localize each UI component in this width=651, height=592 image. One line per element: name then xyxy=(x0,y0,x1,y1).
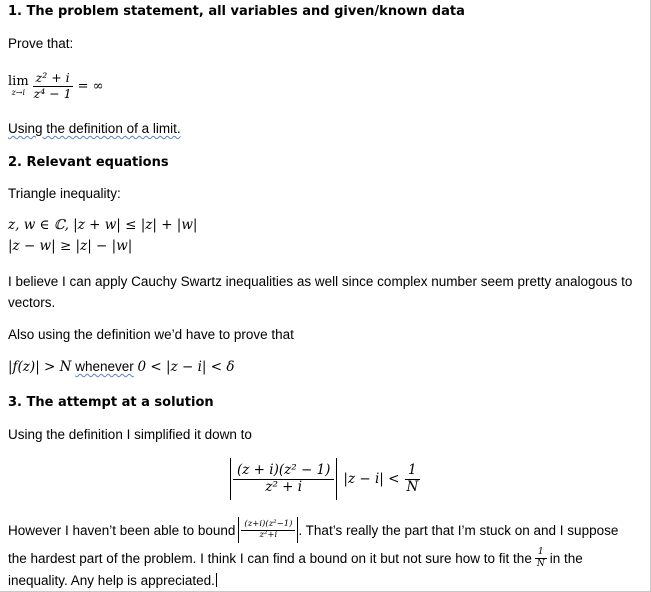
para-c: the hardest part of the problem. I think I can find a bound on it but not sure how to fit the xyxy=(8,550,532,566)
paragraph-line-1 xyxy=(8,515,618,545)
inline-denominator: N xyxy=(536,558,545,569)
section1-intro: Prove that: xyxy=(8,36,74,51)
abs-bars xyxy=(230,458,337,500)
main-denominator: z² + i xyxy=(265,478,303,495)
inline-fraction xyxy=(534,547,548,569)
main-fraction xyxy=(233,463,334,495)
text-caret xyxy=(216,573,217,587)
section3-intro: Using the definition I simplified it down to xyxy=(8,427,252,442)
condition-equation xyxy=(8,359,234,375)
small-abs xyxy=(238,517,298,543)
limit-denominator: z⁴ − 1 xyxy=(33,85,72,101)
main-inequality xyxy=(230,456,421,502)
main-mid: |z − i| < xyxy=(343,471,400,487)
rhs-denominator: N xyxy=(406,478,419,495)
limit-numerator: z² + i xyxy=(33,71,73,86)
main-numerator: (z + i)(z² − 1) xyxy=(233,463,334,480)
rhs-numerator: 1 xyxy=(405,463,420,480)
limit-equation xyxy=(8,66,104,106)
para-b: . That’s really the part that I’m stuck on and I suppose xyxy=(298,522,619,538)
condition-word: whenever xyxy=(75,359,134,374)
limit-fraction xyxy=(31,71,75,101)
paragraph-cauchy: I believe I can apply Cauchy Swartz inequalities as well since complex number seem pretty analogous to vectors. xyxy=(8,274,633,310)
equation-2: |z − w| ≥ |z| − |w| xyxy=(8,238,133,254)
condition-lhs: |f(z)| > N xyxy=(8,359,72,375)
para-d: in the xyxy=(549,550,583,566)
paragraph-line-3[interactable] xyxy=(8,573,217,588)
limit-lim: lim xyxy=(8,74,29,89)
paragraph-definition: Also using the definition we’d have to prove that xyxy=(8,327,294,342)
para-e: inequality. Any help is appreciated. xyxy=(8,573,215,588)
rhs-fraction xyxy=(403,463,421,495)
small-denominator: z²+i xyxy=(259,529,278,540)
triangle-label: Triangle inequality: xyxy=(8,186,121,201)
limit-rhs: = ∞ xyxy=(77,78,104,94)
section3-heading: 3. The attempt at a solution xyxy=(8,395,214,410)
section1-heading: 1. The problem statement, all variables and given/known data xyxy=(8,4,465,19)
condition-rhs: 0 < |z − i| < δ xyxy=(137,359,235,375)
limit-sub: z→i xyxy=(11,88,26,97)
section2-heading: 2. Relevant equations xyxy=(8,155,169,170)
inline-numerator: 1 xyxy=(535,547,547,558)
paragraph-line-2 xyxy=(8,545,583,571)
small-numerator: (z+i)(z²−1) xyxy=(241,520,295,531)
para-a: However I haven’t been able to bound xyxy=(8,522,236,538)
definition-text: Using the definition of a limit. xyxy=(8,121,181,136)
small-fraction xyxy=(241,520,295,541)
equation-1: z, w ∈ ℂ, |z + w| ≤ |z| + |w| xyxy=(8,217,198,233)
